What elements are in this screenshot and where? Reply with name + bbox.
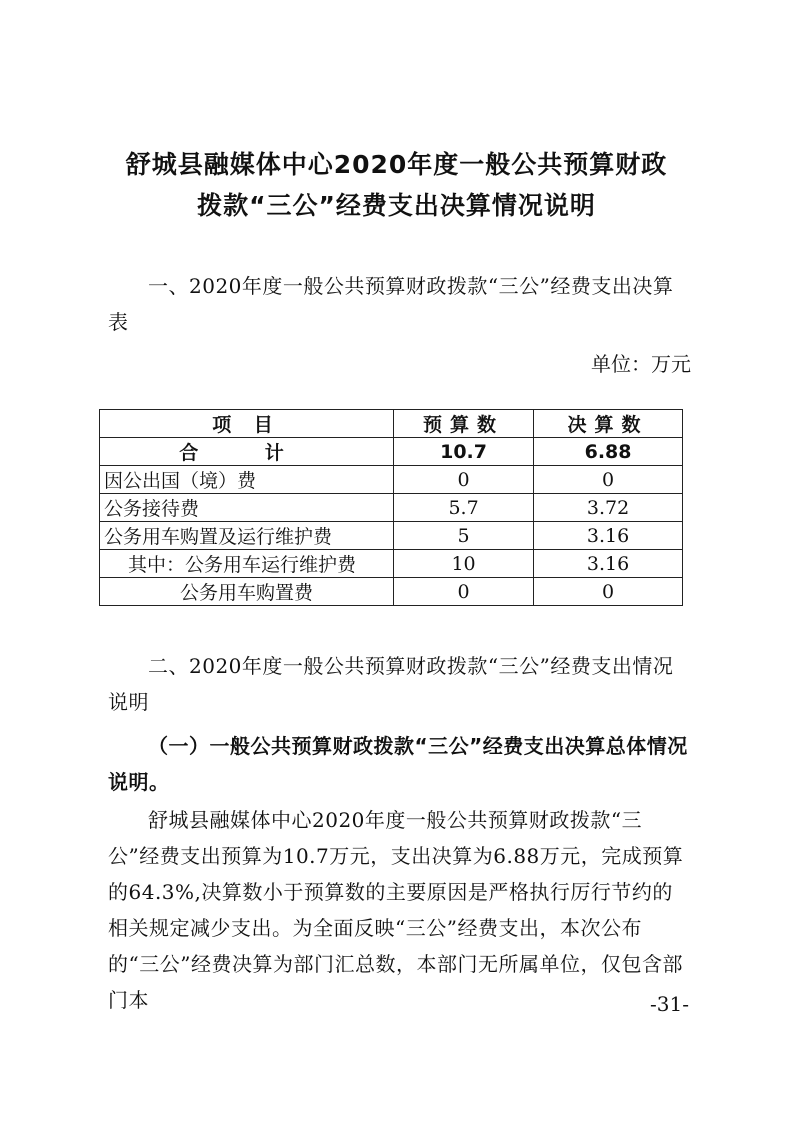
table-row (100, 550, 683, 578)
header-budget: 预算数 (394, 410, 534, 438)
row-budget: 10.7 (394, 438, 534, 466)
header-item: 项 目 (100, 410, 394, 438)
table-row (100, 578, 683, 606)
row-actual: 0 (534, 578, 683, 606)
document-title-line-1: 舒城县融媒体中心2020年度一般公共预算财政 (125, 150, 668, 179)
row-budget: 0 (394, 578, 534, 606)
section-2-heading: 二、2020年度一般公共预算财政拨款“三公”经费支出情况说明 (108, 654, 674, 714)
row-item: 因公出国（境）费 (100, 466, 394, 494)
row-budget: 5.7 (394, 494, 534, 522)
table-header-row (100, 410, 683, 438)
table-row (100, 522, 683, 550)
row-actual: 3.72 (534, 494, 683, 522)
section-1-heading: 一、2020年度一般公共预算财政拨款“三公”经费支出决算表 (108, 274, 674, 334)
row-item: 合 计 (100, 438, 394, 466)
row-budget: 0 (394, 466, 534, 494)
row-actual: 3.16 (534, 522, 683, 550)
table-row-total (100, 438, 683, 466)
row-item: 其中：公务用车运行维护费 (100, 550, 394, 578)
section-2-subheading: （一）一般公共预算财政拨款“三公”经费支出决算总体情况说明。 (108, 734, 688, 794)
unit-label: 单位：万元 (591, 352, 691, 376)
document-title-line-2: 拨款“三公”经费支出决算情况说明 (197, 191, 596, 220)
row-budget: 5 (394, 522, 534, 550)
table-row (100, 466, 683, 494)
header-actual: 决算数 (534, 410, 683, 438)
row-item: 公务用车购置及运行维护费 (100, 522, 394, 550)
page-number: -31- (650, 992, 689, 1016)
section-2-body: 舒城县融媒体中心2020年度一般公共预算财政拨款“三公”经费支出预算为10.7万元，支出决算为6.88万元，完成预算的64.3%,决算数小于预算数的主要原因是严格执行厉行节约的相关规定减少支出。为全面反映“三公”经费支出，本次公布的“三公”经费决算为部门汇总数，本部门无所属单位，仅包含部门本 (108, 808, 684, 1012)
table-row (100, 494, 683, 522)
row-actual: 0 (534, 466, 683, 494)
row-item: 公务用车购置费 (100, 578, 394, 606)
row-actual: 6.88 (534, 438, 683, 466)
row-budget: 10 (394, 550, 534, 578)
row-item: 公务接待费 (100, 494, 394, 522)
budget-table (99, 409, 683, 606)
row-actual: 3.16 (534, 550, 683, 578)
